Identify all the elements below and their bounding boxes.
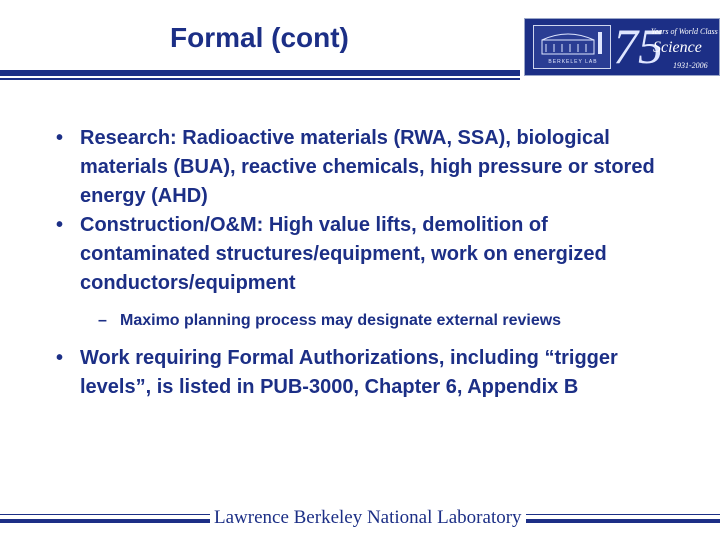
bullet-research xyxy=(56,124,666,211)
slide-title: Formal (cont) xyxy=(170,22,349,53)
bullet-text: Work requiring Formal Authorizations, including “trigger levels”, is listed in PUB-3000, Chapter 6, Appendix B xyxy=(80,347,618,398)
sub-bullet-maximo xyxy=(98,310,620,332)
berkeley-lab-75-logo xyxy=(524,18,720,76)
logo-dates-text: 1931-2006 xyxy=(673,61,708,70)
bullet-glyph: • xyxy=(56,127,64,149)
footer-lab-name: Lawrence Berkeley National Laboratory xyxy=(210,507,526,529)
logo-science-text: Science xyxy=(653,39,702,56)
slide-content xyxy=(56,124,666,402)
building-icon xyxy=(533,25,611,69)
logo-years-text: Years of World Class xyxy=(651,27,718,36)
bullet-glyph: • xyxy=(56,214,64,236)
bullet-text: Construction/O&M: High value lifts, demolition of contaminated structures/equipment, work on energized conductors/equipment xyxy=(80,214,607,294)
bullet-text: Research: Radioactive materials (RWA, SSA), biological materials (BUA), reactive chemicals, high pressure or stored energy (AHD) xyxy=(80,127,655,207)
logo-numeral: 75 xyxy=(613,18,663,74)
bullet-glyph: • xyxy=(56,347,64,369)
logo-lab-text: BERKELEY LAB xyxy=(548,59,598,65)
dash-glyph: – xyxy=(98,312,107,329)
bullet-formal-authorizations xyxy=(56,344,666,402)
bullet-construction xyxy=(56,211,666,298)
header-rule-thin xyxy=(0,78,520,80)
header-rule xyxy=(0,70,520,76)
sub-bullet-text: Maximo planning process may designate external reviews xyxy=(120,312,562,329)
